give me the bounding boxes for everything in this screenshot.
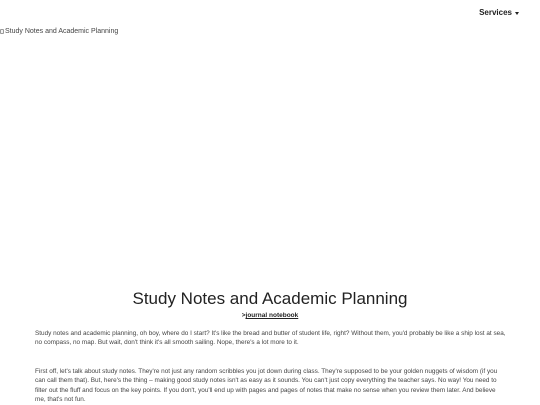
caret-down-icon bbox=[515, 12, 519, 15]
hero-image-alt-text: Study Notes and Academic Planning bbox=[5, 28, 119, 35]
article-paragraph: First off, let's talk about study notes. They're not just any random scribbles you jot down during class. They're supposed to be your golden nuggets of wisdom (if you can call them that). But, here's the thing – making good study notes isn't as easy as it sounds. You can't just copy everything the teacher says. No way! You need to filter out the fluff and focus on the key points. If you don't, you'll end up with pages and pages of notes that make no sense when you review them later. And believe me, that's not fun. bbox=[35, 368, 498, 404]
page-title: Study Notes and Academic Planning bbox=[132, 289, 408, 308]
breadcrumb-separator: > bbox=[241, 312, 246, 319]
breadcrumb-link-journal-notebook[interactable]: journal notebook bbox=[245, 312, 299, 319]
services-menu-label: Services bbox=[479, 8, 512, 17]
hero-image bbox=[0, 28, 540, 280]
article-paragraph: Study notes and academic planning, oh boy, where do I start? It's like the bread and butter of student life, right? Without them, you'd probably be like a ship lost at sea, no compass, no map. But wait, don't think it's all smooth sailing. Nope, there's a lot more to it. bbox=[35, 330, 506, 347]
services-menu-toggle[interactable] bbox=[479, 8, 519, 17]
top-navigation-bar bbox=[0, 0, 540, 28]
broken-image-icon bbox=[0, 29, 4, 34]
breadcrumb bbox=[0, 312, 540, 319]
